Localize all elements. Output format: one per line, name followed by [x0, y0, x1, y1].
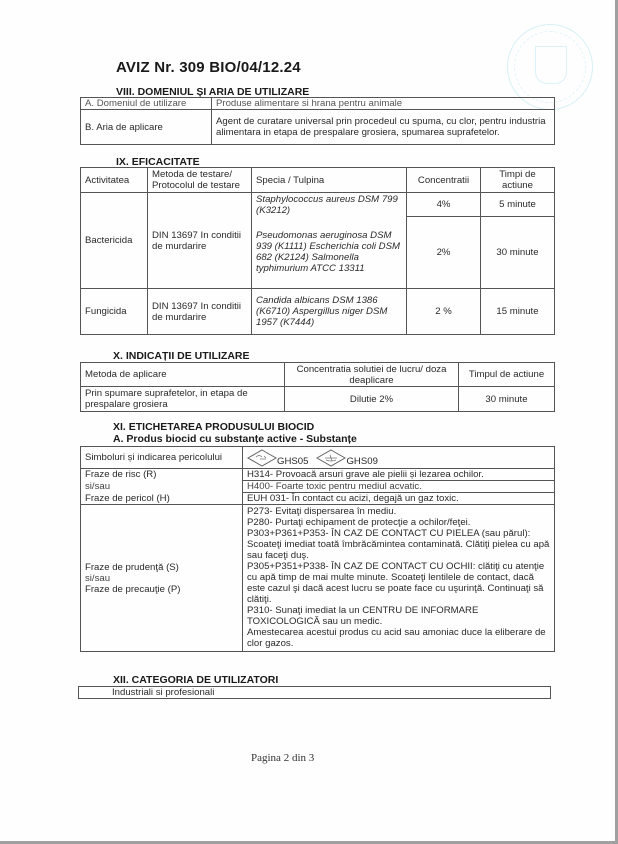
- section-ix-heading: IX. EFICACITATE: [116, 156, 200, 168]
- prudence-phrase-p280: P280- Purtaţi echipament de protecţie a ochilor/feţei.: [247, 517, 471, 528]
- species-fungi-list: Candida albicans DSM 1386 (K6710) Aspergillus niger DSM 1957 (K7444): [252, 289, 407, 335]
- table-row: [81, 387, 555, 412]
- col-species: Specia / Tulpina: [252, 168, 407, 193]
- section-viii-heading: VIII. DOMENIUL ȘI ARIA DE UTILIZARE: [116, 86, 310, 98]
- time-fungi: 15 minute: [481, 289, 555, 335]
- concentration-value: Dilutie 2%: [285, 387, 459, 412]
- concentration-4: 4%: [407, 193, 481, 217]
- risk-phrase-h314: H314- Provoacă arsuri grave ale pielii și lezarea ochilor.: [243, 469, 555, 481]
- document-title: AVIZ Nr. 309 BIO/04/12.24: [116, 59, 301, 76]
- prudence-phrase-p273: P273- Evitaţi dispersarea în mediu.: [247, 506, 397, 517]
- symbols-cell: [243, 447, 555, 469]
- section-xii-heading: XII. CATEGORIA DE UTILIZATORI: [113, 674, 279, 686]
- user-category-table: [78, 686, 551, 699]
- activity-fungicida: Fungicida: [81, 289, 148, 335]
- symbols-label: Simboluri și indicarea pericolului: [81, 447, 243, 469]
- col-method: Metoda de testare/ Protocolul de testare: [148, 168, 252, 193]
- prudence-phrase-p305: P305+P351+P338- ÎN CAZ DE CONTACT CU OCHII: clătiţi cu atenţie cu apă timp de mai multe minute. Scoateţi lentilele de contact, dacă este cazul şi dacă acest lucru se poate face cu uşurinţă. Continuaţi să clătiţi.: [247, 561, 545, 605]
- method-bactericida: DIN 13697 In conditii de murdarire: [148, 193, 252, 289]
- time-5: 5 minute: [481, 193, 555, 217]
- stamp-crest-icon: [535, 46, 567, 84]
- table-row: [81, 110, 555, 145]
- usage-table: [80, 362, 555, 412]
- activity-bactericida: Bactericida: [81, 193, 148, 289]
- col-time: Timpi de actiune: [481, 168, 555, 193]
- labeling-table: [80, 446, 555, 652]
- col-action-time: Timpul de actiune: [459, 363, 555, 387]
- time-30: 30 minute: [481, 217, 555, 289]
- table-row: [81, 98, 555, 110]
- concentration-fungi: 2 %: [407, 289, 481, 335]
- risk-label-3: Fraze de pericol (H): [81, 493, 243, 505]
- ghs09-environment-icon: [316, 449, 346, 467]
- prudence-label-3: Fraze de precauţie (P): [85, 583, 181, 595]
- table-row: [81, 505, 555, 652]
- table-row: [81, 493, 555, 505]
- table-row: [81, 193, 555, 217]
- risk-label-2: si/sau: [81, 481, 243, 493]
- col-working-concentration: Concentratia solutiei de lucru/ doza deaplicare: [285, 363, 459, 387]
- ghs05-corrosion-icon: [247, 449, 277, 467]
- table-row: [79, 687, 551, 699]
- col-activity: Activitatea: [81, 168, 148, 193]
- prudence-phrase-p303: P303+P361+P353- ÎN CAZ DE CONTACT CU PIELEA (sau părul): Scoateţi imediat toată îmbrăcămintea contaminată. Clătiţi pielea cu apă sau faceţi duş.: [247, 528, 550, 561]
- area-value: Agent de curatare universal prin procedeul cu spuma, cu clor, pentru industria alimentara in etapa de prespalare grosiera, spumarea suprafetelor.: [212, 110, 555, 145]
- method-fungicida: DIN 13697 In conditii de murdarire: [148, 289, 252, 335]
- table-row: [81, 289, 555, 335]
- action-time-value: 30 minute: [459, 387, 555, 412]
- prudence-label-1: Fraze de prudenţă (S): [85, 561, 179, 573]
- prudence-phrase-mixing-warning: Amestecarea acestui produs cu acid sau amoniac duce la eliberare de clor gazos.: [247, 627, 546, 649]
- prudence-phrases: [243, 505, 555, 652]
- section-xi-subheading: A. Produs biocid cu substanțe active - Substanțe: [113, 433, 357, 445]
- section-x-heading: X. INDICAȚII DE UTILIZARE: [113, 350, 250, 362]
- table-row: [81, 469, 555, 481]
- prudence-phrase-p310: P310- Sunaţi imediat la un CENTRU DE INFORMARE TOXICOLOGICĂ sau un medic.: [247, 605, 479, 627]
- table-header-row: [81, 168, 555, 193]
- prudence-label-2: si/sau: [85, 572, 111, 584]
- user-category-value: Industriali si profesionali: [79, 687, 551, 699]
- ghs05-label: GHS05: [277, 455, 309, 467]
- species-staphylococcus: Staphylococcus aureus DSM 799 (K3212): [252, 193, 407, 217]
- table-header-row: [81, 363, 555, 387]
- prudence-labels: [81, 505, 243, 652]
- col-concentration: Concentratii: [407, 168, 481, 193]
- page-number: Pagina 2 din 3: [251, 752, 315, 764]
- concentration-2: 2%: [407, 217, 481, 289]
- section-viii-table: [80, 97, 555, 145]
- ghs09-label: GHS09: [346, 455, 378, 467]
- risk-label-1: Fraze de risc (R): [81, 469, 243, 481]
- risk-phrase-h400: H400- Foarte toxic pentru mediul acvatic.: [243, 481, 555, 493]
- table-row: [81, 447, 555, 469]
- section-xi-heading: XI. ETICHETAREA PRODUSULUI BIOCID: [113, 421, 315, 433]
- area-label: B. Aria de aplicare: [81, 110, 212, 145]
- application-method-value: Prin spumare suprafetelor, in etapa de prespalare grosiera: [81, 387, 285, 412]
- efficacy-table: [80, 167, 555, 335]
- risk-phrase-euh031: EUH 031- În contact cu acizi, degajă un gaz toxic.: [243, 493, 555, 505]
- species-bacteria-list: Pseudomonas aeruginosa DSM 939 (K1111) Escherichia coli DSM 682 (K2124) Salmonella typhimurium ATCC 13311: [252, 217, 407, 289]
- table-row: [81, 481, 555, 493]
- domain-value: Produse alimentare si hrana pentru animale: [212, 98, 555, 110]
- domain-label: A. Domeniul de utilizare: [81, 98, 212, 110]
- col-application-method: Metoda de aplicare: [81, 363, 285, 387]
